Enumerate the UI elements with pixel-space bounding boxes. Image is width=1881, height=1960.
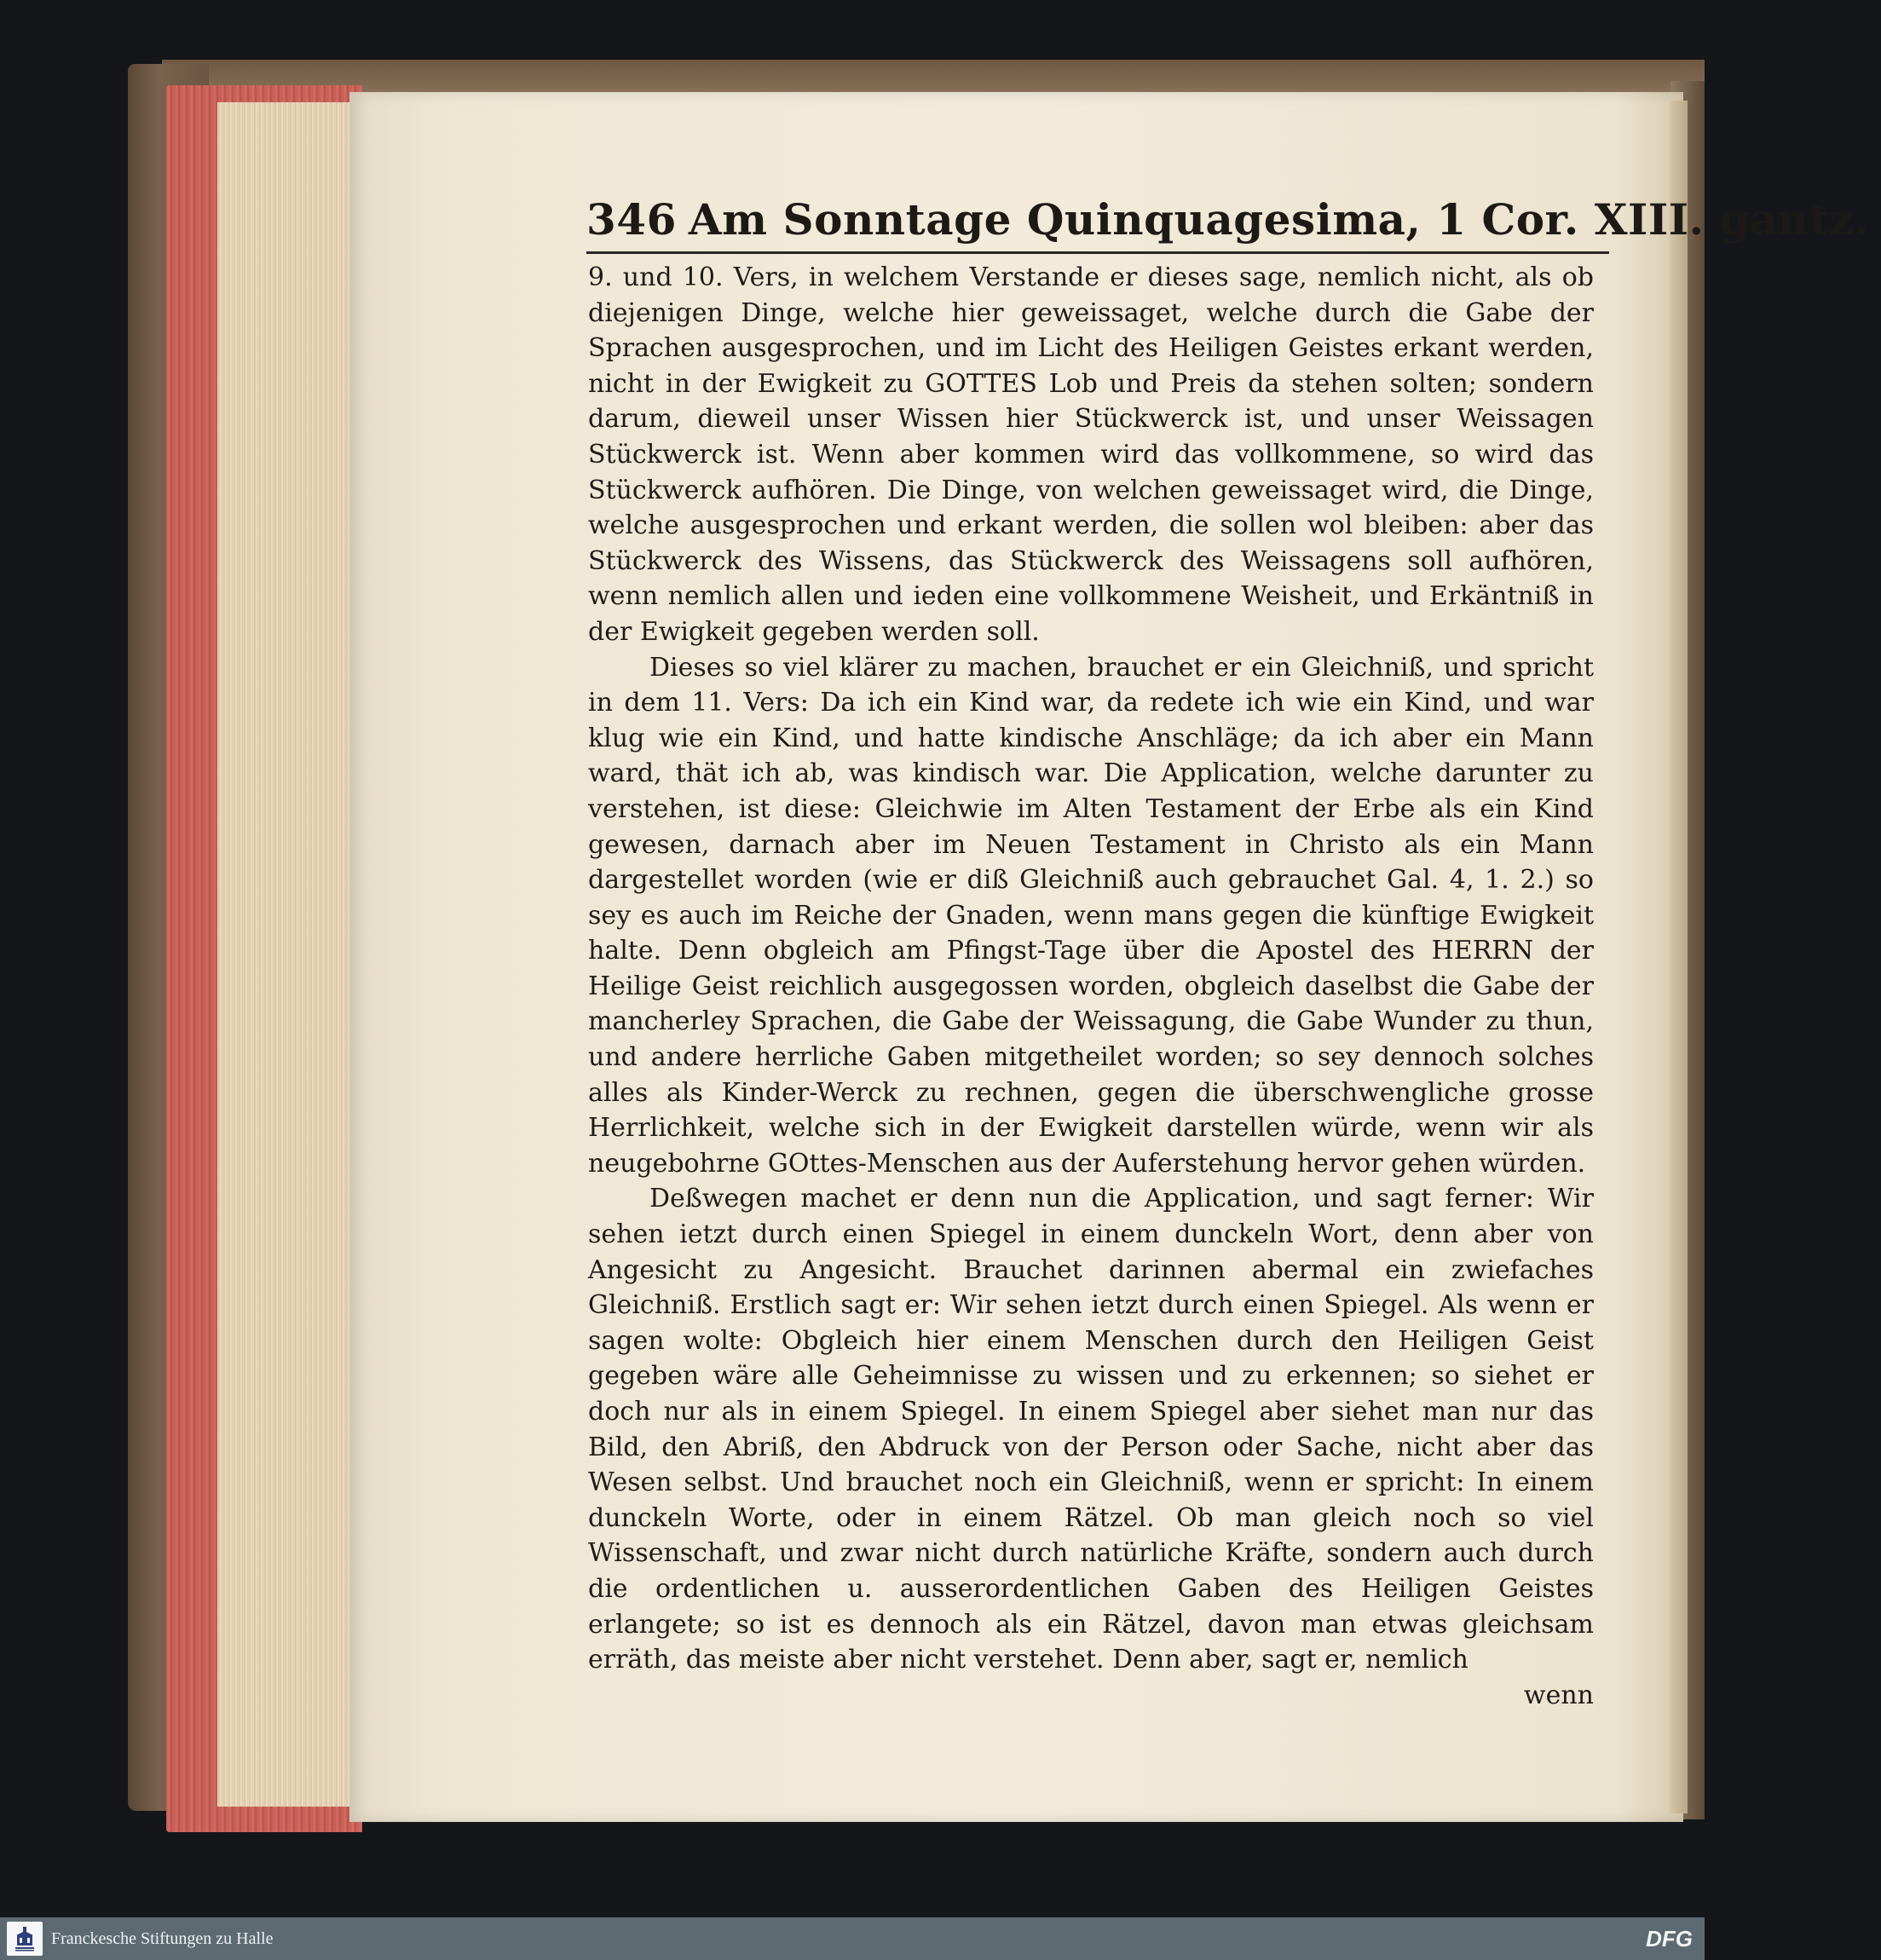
facing-page-edge (1669, 101, 1688, 1813)
paragraph-2: Dieses so viel klärer zu machen, brauchet er ein Gleichniß, und spricht in dem 11. Vers: Da ich ein Kind war, da redete ich wie ein Kind, und war klug wie ein Kind, und hatte kindische Anschläge; da ich aber ein Mann ward, thät ich ab, was kindisch war. Die Application, welche darunter zu verstehen, ist diese: Gleichwie im Alten Testament der Erbe als ein Kind gewesen, darnach aber im Neuen Testament in Christo als ein Mann dargestellet worden (wie er diß Gleichniß auch gebrauchet Gal. 4, 1. 2.) so sey es auch im Reiche der Gnaden, wenn mans gegen die künftige Ewigkeit halte. Denn obgleich am Pfingst-Tage über die Apostel des HERRN der Heilige Geist reichlich ausgegossen worden, obgleich daselbst die Gabe der mancherley Sprachen, die Gabe der Weissagung, die Gabe Wunder zu thun, und andere herrliche Gaben mitgetheilet worden; so sey dennoch solches alles als Kinder-Werck zu rechnen, gegen die überschwengliche grosse Herrlichkeit, welche sich in der Ewigkeit darstellen würde, wenn wir als neugebohrne GOttes-Menschen aus der Auferstehung hervor gehen würden. (588, 652, 1594, 1179)
logo-glyph-icon (14, 1925, 36, 1952)
header-rule (586, 251, 1609, 254)
catchword: wenn (1523, 1680, 1594, 1710)
dfg-logo[interactable]: DFG (1646, 1926, 1693, 1951)
book-cover-top (162, 60, 1705, 94)
paragraph-1: 9. und 10. Vers, in welchem Verstande er dieses sage, nemlich nicht, als ob diejenigen Dinge, welche hier geweissaget, welche durch die Gabe der Sprachen ausgesprochen, und im Licht des Heiligen Geistes erkant werden, nicht in der Ewigkeit zu GOTTES Lob und Preis da stehen solten; sondern darum, dieweil unser Wissen hier Stückwerck ist, und unser Weissagen Stückwerck ist. Wenn aber kommen wird das vollkommene, so wird das Stückwerck aufhören. Die Dinge, von welchen geweissaget wird, die Dinge, welche ausgesprochen und erkant werden, die sollen wol bleiben: aber das Stückwerck des Wissens, das Stückwerck des Weissagens soll aufhören, wenn nemlich allen und ieden eine vollkommene Weisheit, und Erkäntniß in der Ewigkeit gegeben werden soll. (588, 262, 1594, 647)
paragraph-3: Deßwegen machet er denn nun die Application, und sagt ferner: Wir sehen ietzt durch einen Spiegel in einem dunckeln Wort, denn aber von Angesicht zu Angesicht. Brauchet darinnen abermal ein zwiefaches Gleichniß. Erstlich sagt er: Wir sehen ietzt durch einen Spiegel. Als wenn er sagen wolte: Obgleich hier einem Menschen durch den Heiligen Geist gegeben wäre alle Geheimnisse zu wissen und zu erkennen; so siehet er doch nur als in einem Spiegel. In einem Spiegel aber siehet man nur das Bild, den Abriß, den Abdruck von der Person oder Sache, nicht aber das Wesen selbst. Und brauchet noch ein Gleichniß, wenn er spricht: In einem dunckeln Worte, oder in einem Rätzel. Ob man gleich noch so viel Wissenschaft, und zwar nicht durch natürliche Kräfte, sondern auch durch die ordentlichen u. ausserordentlichen Gaben des Heiligen Geistes erlangete; so ist es dennoch als ein Rätzel, davon man etwas gleichsam erräth, das meiste aber nicht verstehet. Denn aber, sagt er, nemlich (588, 1184, 1594, 1675)
institution-link[interactable]: Franckesche Stiftungen zu Halle (51, 1929, 274, 1948)
running-title: Am Sonntage Quinquagesima, 1 Cor. XIII. gantz. (688, 194, 1870, 245)
franckesche-stiftungen-logo-icon[interactable] (7, 1922, 43, 1956)
running-head (586, 194, 1870, 245)
viewer-footer (0, 1917, 1705, 1960)
page-number: 346 (586, 194, 677, 245)
body-text (588, 260, 1594, 1713)
page-block-stack (217, 102, 354, 1807)
